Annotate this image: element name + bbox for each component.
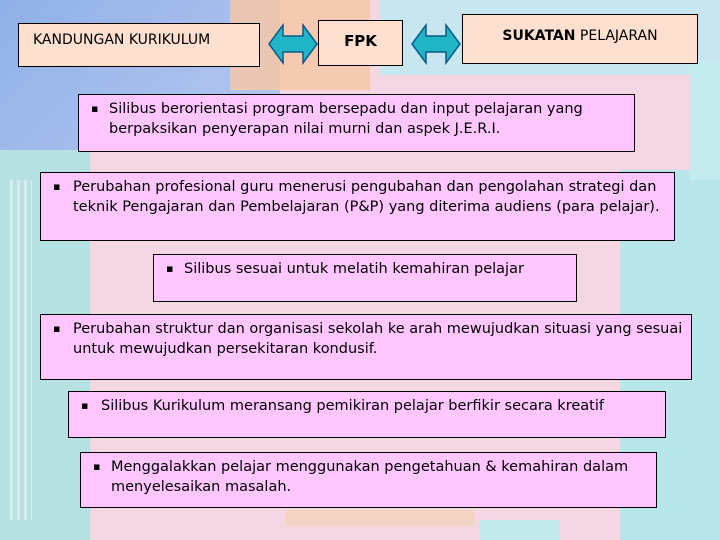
header-right-label-bold: SUKATAN [502, 28, 576, 44]
double-arrow-icon [268, 22, 318, 66]
bullet-icon: ▪ [53, 180, 61, 193]
item-text: Perubahan profesional guru menerusi pengubahan dan pengolahan strategi dan teknik Pengajaran dan Pembelajaran (P&P) yang diterima audiens (para pelajar). [73, 179, 660, 215]
item-box-2 [40, 172, 675, 241]
item-text: Perubahan struktur dan organisasi sekolah ke arah mewujudkan situasi yang sesuai untuk mewujudkan persekitaran kondusif. [73, 321, 683, 357]
item-box-3 [153, 254, 577, 302]
background-block [285, 510, 475, 526]
item-box-5 [68, 391, 666, 438]
item-text: Menggalakkan pelajar menggunakan pengetahuan & kemahiran dalam menyelesaikan masalah. [111, 459, 629, 495]
bullet-icon: ▪ [81, 399, 89, 412]
double-arrow-icon [411, 22, 461, 66]
background-block [690, 60, 720, 180]
item-text: Silibus Kurikulum meransang pemikiran pelajar berfikir secara kreatif [101, 398, 604, 414]
item-box-1 [78, 94, 635, 152]
item-box-4 [40, 314, 692, 380]
background-stripes [10, 180, 32, 520]
header-center-label: FPK [344, 32, 377, 50]
bullet-icon: ▪ [93, 460, 101, 473]
item-text: Silibus sesuai untuk melatih kemahiran pelajar [184, 261, 524, 277]
header-right-label-rest: PELAJARAN [575, 28, 658, 44]
header-kandungan-kurikulum [18, 23, 260, 67]
header-fpk [318, 20, 403, 66]
bullet-icon: ▪ [166, 262, 174, 275]
bullet-icon: ▪ [91, 102, 99, 115]
item-text: Silibus berorientasi program bersepadu dan input pelajaran yang berpaksikan penyerapan nilai murni dan aspek J.E.R.I. [109, 101, 583, 137]
item-box-6 [80, 452, 657, 508]
header-sukatan-pelajaran [462, 14, 698, 64]
bullet-icon: ▪ [53, 322, 61, 335]
background-block [480, 520, 560, 540]
header-left-label: KANDUNGAN KURIKULUM [33, 32, 211, 48]
